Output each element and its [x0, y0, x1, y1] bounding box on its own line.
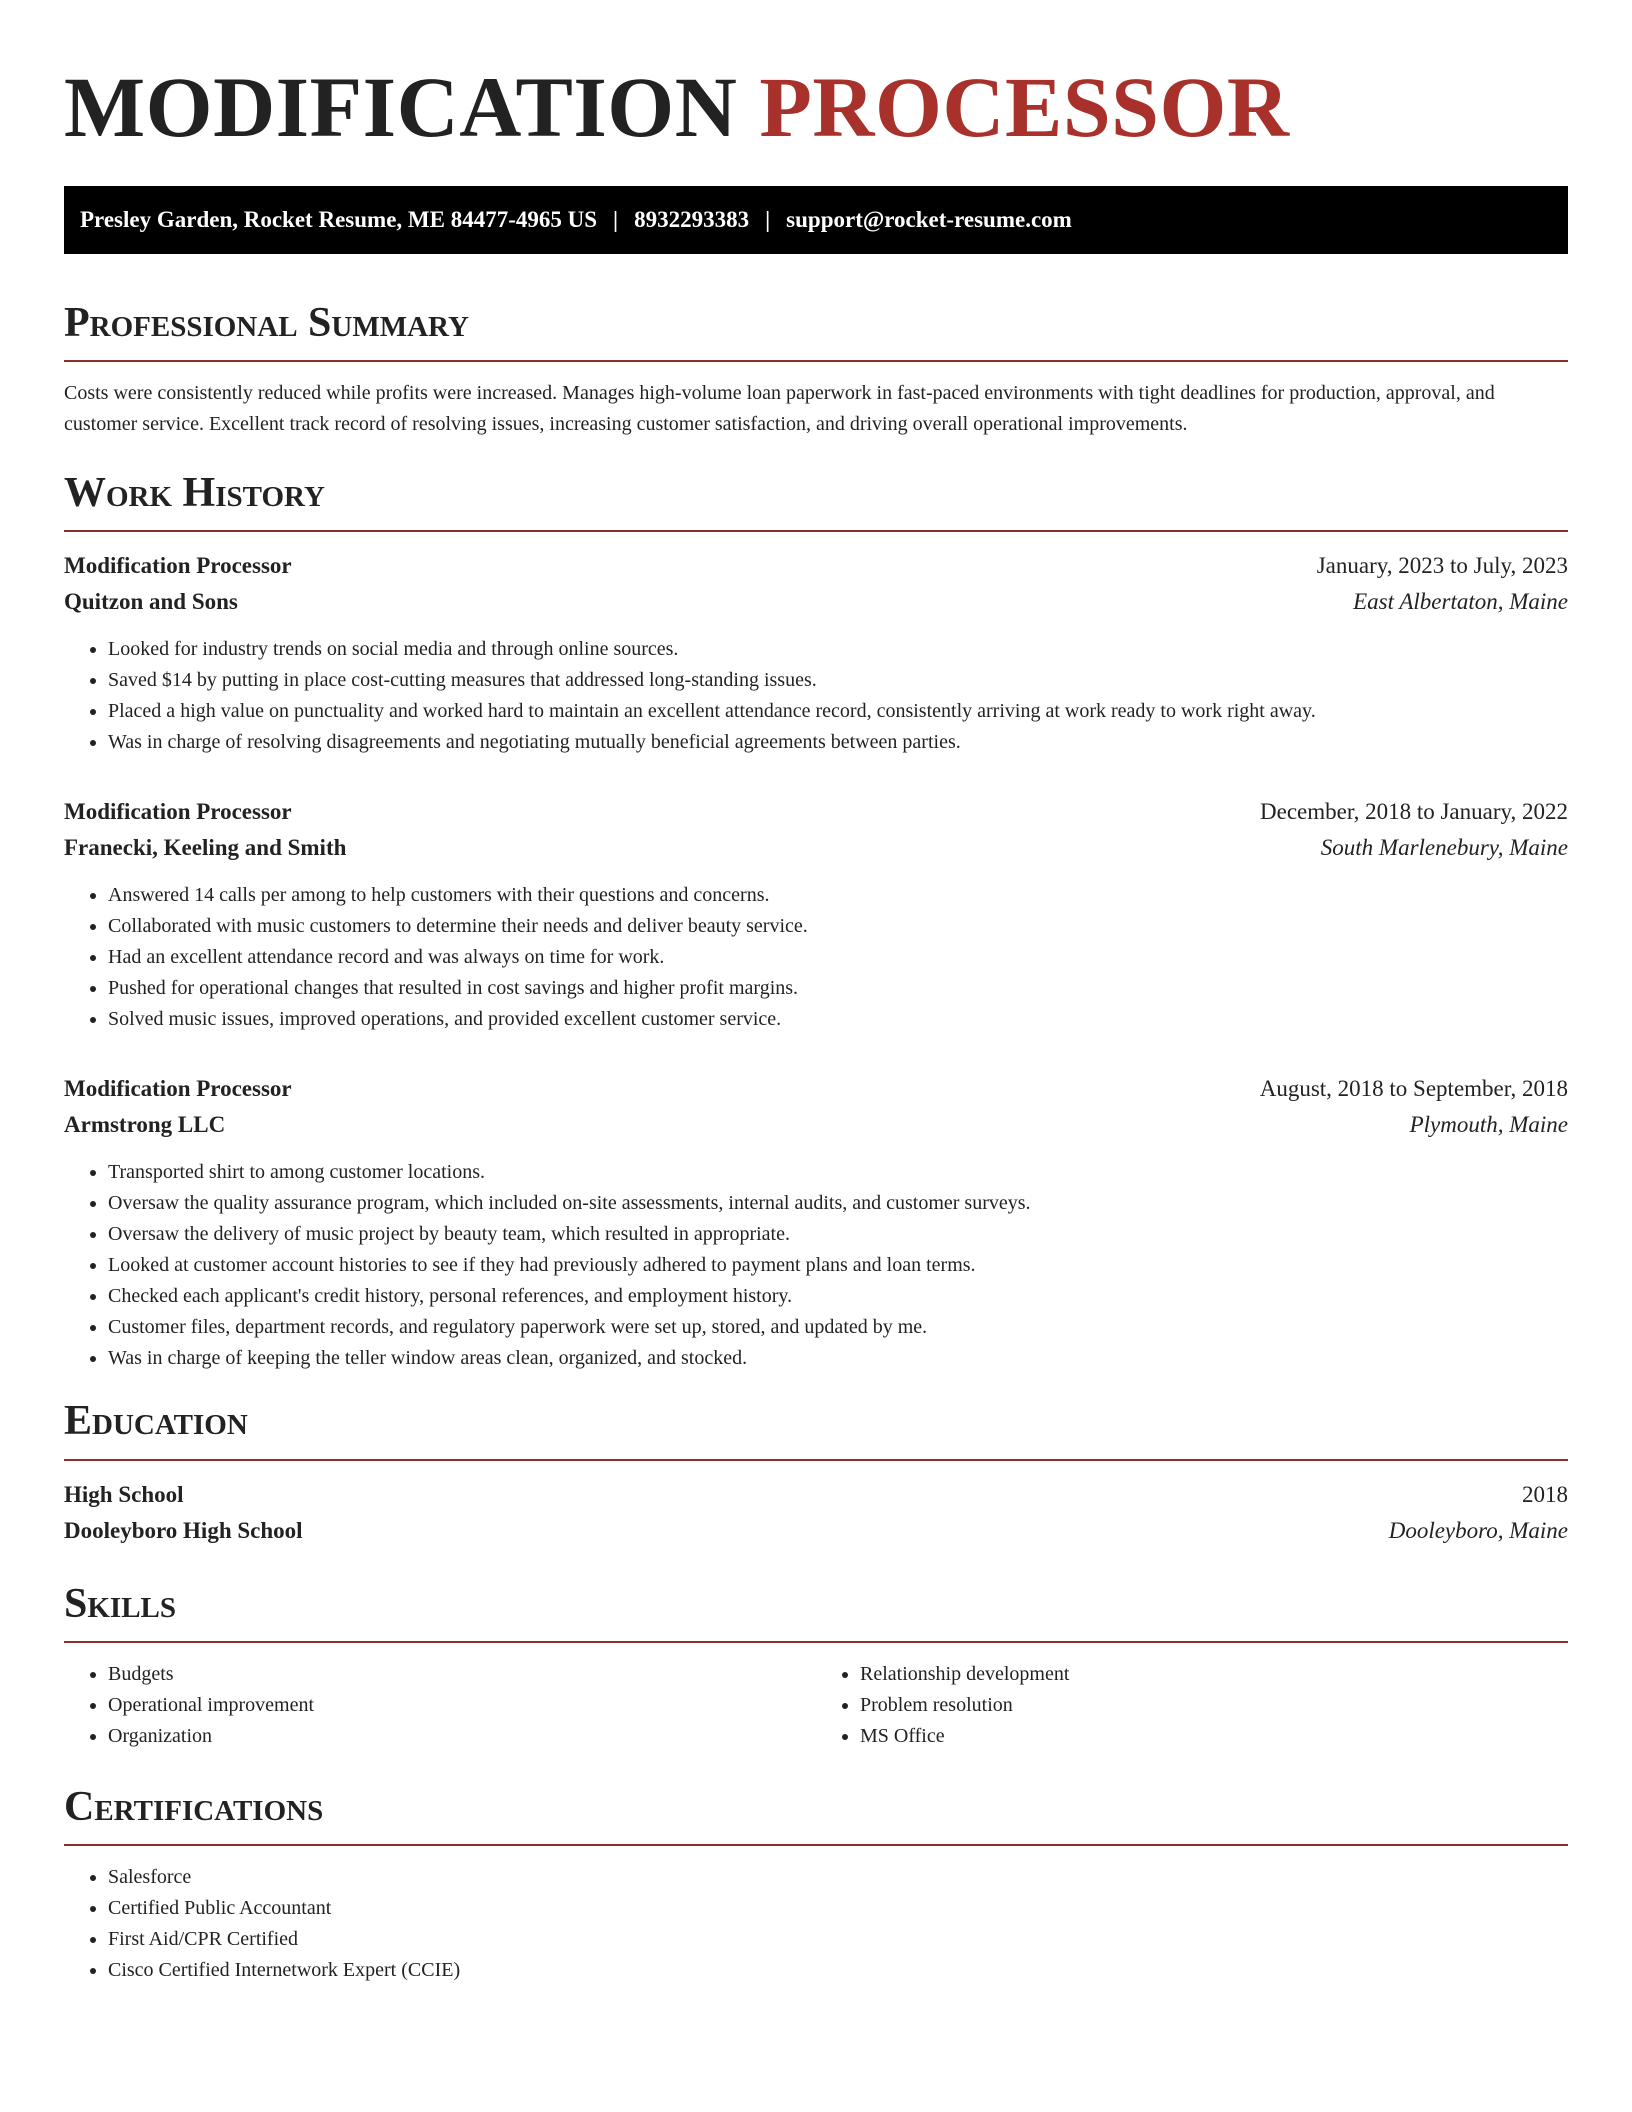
list-item: • Cisco Certified Internetwork Expert (CCIE) — [108, 1955, 1568, 1986]
list-item: • Had an excellent attendance record and was always on time for work. — [108, 942, 1568, 973]
section-divider — [64, 1844, 1568, 1846]
job-location: East Albertaton, Maine — [1353, 589, 1568, 615]
name-last: PROCESSOR — [759, 59, 1290, 155]
list-item: • Looked for industry trends on social media and through online sources. — [108, 634, 1568, 665]
name-first: MODIFICATION — [64, 59, 738, 155]
candidate-name — [64, 59, 1568, 155]
contact-separator: | — [765, 207, 771, 232]
list-item: • Customer files, department records, and regulatory paperwork were set up, stored, and updated by me. — [108, 1312, 1568, 1343]
list-item: • Checked each applicant's credit history, personal references, and employment history. — [108, 1281, 1568, 1312]
contact-bar — [64, 186, 1568, 254]
job-title: Modification Processor — [64, 553, 292, 579]
education-year: 2018 — [1522, 1481, 1568, 1507]
list-item: • Transported shirt to among customer locations. — [108, 1157, 1568, 1188]
section-title-skills: Skills — [64, 1580, 177, 1627]
certifications-list — [64, 1862, 1568, 1986]
list-item: • Certified Public Accountant — [108, 1893, 1568, 1924]
job-title: Modification Processor — [64, 1076, 292, 1102]
list-item: • Pushed for operational changes that resulted in cost savings and higher profit margins. — [108, 973, 1568, 1004]
list-item: • Saved $14 by putting in place cost-cutting measures that addressed long-standing issues. — [108, 665, 1568, 696]
list-item: • Salesforce — [108, 1862, 1568, 1893]
job-entry — [64, 794, 1568, 1035]
job-bullets — [64, 1157, 1568, 1374]
skills-list-left — [64, 1659, 816, 1752]
contact-address: Presley Garden, Rocket Resume, ME 84477-4965 US — [80, 207, 598, 232]
section-divider — [64, 1641, 1568, 1643]
job-company: Armstrong LLC — [64, 1112, 226, 1138]
job-dates: January, 2023 to July, 2023 — [1316, 553, 1568, 579]
job-location: Plymouth, Maine — [1409, 1112, 1568, 1138]
section-title-work: Work History — [64, 470, 325, 517]
list-item: • Collaborated with music customers to determine their needs and deliver beauty service. — [108, 911, 1568, 942]
contact-separator: | — [613, 207, 619, 232]
education-degree: High School — [64, 1481, 184, 1507]
list-item: • Budgets — [108, 1659, 816, 1690]
summary-text: Costs were consistently reduced while profits were increased. Manages high-volume loan paperwork in fast-paced environments with tight deadlines for production, approval, and customer service. Excellent track record of resolving issues, increasing customer satisfaction, and driving overall operational improvements. — [64, 382, 1495, 436]
section-divider — [64, 360, 1568, 362]
section-title-education: Education — [64, 1398, 248, 1445]
contact-phone: 8932293383 — [634, 207, 750, 232]
list-item: • Problem resolution — [860, 1690, 1568, 1721]
job-dates: December, 2018 to January, 2022 — [1260, 799, 1568, 825]
job-title: Modification Processor — [64, 799, 292, 825]
section-divider — [64, 530, 1568, 532]
skills-section — [64, 1581, 1568, 1752]
section-title-certifications: Certifications — [64, 1783, 324, 1830]
job-entry — [64, 1071, 1568, 1374]
list-item: • Looked at customer account histories to see if they had previously adhered to payment plans and loan terms. — [108, 1250, 1568, 1281]
skills-list-right — [816, 1659, 1568, 1752]
job-bullets — [64, 880, 1568, 1035]
job-location: South Marlenebury, Maine — [1320, 835, 1568, 861]
list-item: • MS Office — [860, 1721, 1568, 1752]
job-bullets — [64, 634, 1568, 758]
list-item: • Organization — [108, 1721, 816, 1752]
list-item: • First Aid/CPR Certified — [108, 1924, 1568, 1955]
job-dates: August, 2018 to September, 2018 — [1259, 1076, 1568, 1102]
education-school: Dooleyboro High School — [64, 1517, 303, 1543]
skills-grid — [64, 1659, 1568, 1752]
list-item: • Relationship development — [860, 1659, 1568, 1690]
job-company: Franecki, Keeling and Smith — [64, 835, 347, 861]
section-title-summary: Professional Summary — [64, 300, 469, 346]
job-entry — [64, 548, 1568, 758]
list-item: • Was in charge of keeping the teller window areas clean, organized, and stocked. — [108, 1343, 1568, 1374]
summary-section — [64, 300, 1568, 440]
certifications-section — [64, 1784, 1568, 1986]
list-item: • Answered 14 calls per among to help customers with their questions and concerns. — [108, 880, 1568, 911]
list-item: • Oversaw the quality assurance program, which included on-site assessments, internal audits, and customer surveys. — [108, 1188, 1568, 1219]
contact-email: support@rocket-resume.com — [786, 207, 1072, 232]
section-divider — [64, 1459, 1568, 1461]
list-item: • Operational improvement — [108, 1690, 816, 1721]
list-item: • Oversaw the delivery of music project by beauty team, which resulted in appropriate. — [108, 1219, 1568, 1250]
job-company: Quitzon and Sons — [64, 589, 238, 615]
list-item: • Placed a high value on punctuality and worked hard to maintain an excellent attendance record, consistently arriving at work ready to work right away. — [108, 696, 1568, 727]
list-item: • Was in charge of resolving disagreements and negotiating mutually beneficial agreements between parties. — [108, 727, 1568, 758]
work-history-section — [64, 470, 1568, 1374]
education-section — [64, 1398, 1568, 1548]
list-item: • Solved music issues, improved operations, and provided excellent customer service. — [108, 1004, 1568, 1035]
education-location: Dooleyboro, Maine — [1388, 1517, 1568, 1543]
